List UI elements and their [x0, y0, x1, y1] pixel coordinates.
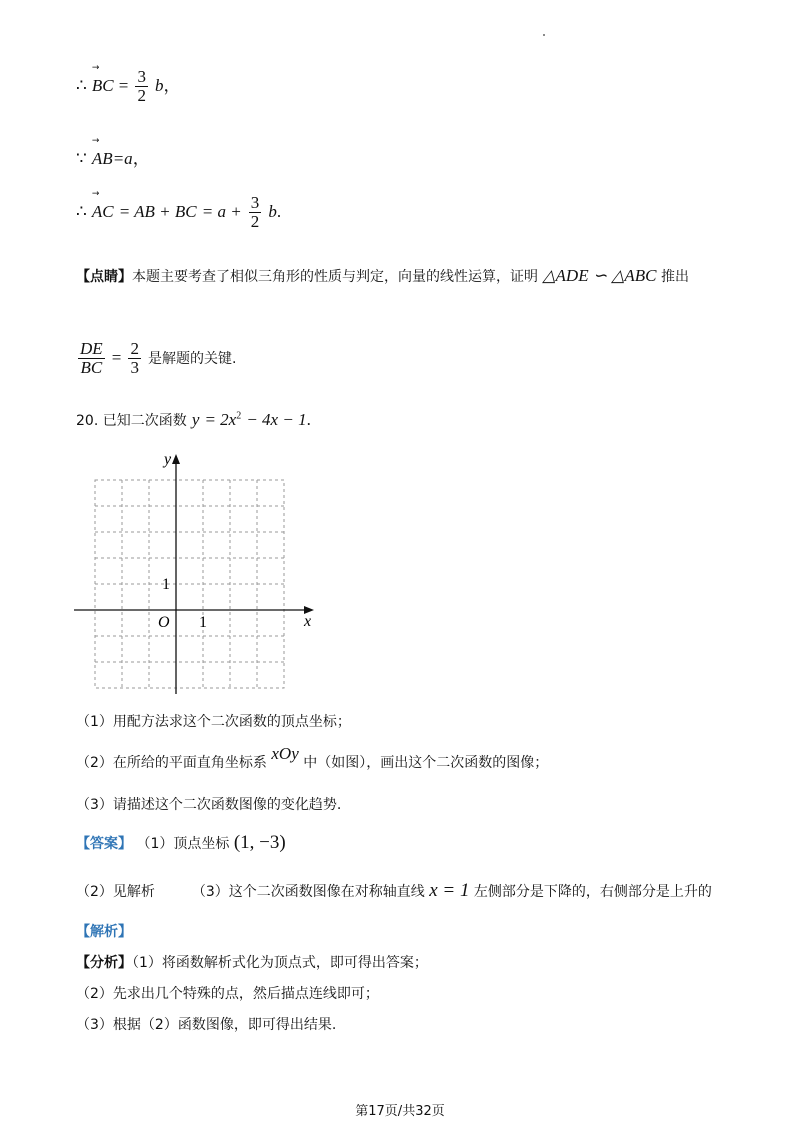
vertex-coordinate: (1, −3): [233, 832, 286, 853]
x-unit-label: 1: [199, 614, 207, 631]
fraction-de-bc: $\frac{DE}{BC}$: [80, 339, 103, 377]
y-axis-arrow: [172, 454, 180, 464]
fraction-2-3: $\frac{2}{3}$: [130, 339, 139, 377]
vector-bc: → BC: [91, 63, 114, 95]
coordinate-grid: [60, 448, 330, 698]
origin-label: O: [158, 614, 170, 631]
answer-line-1: 【答案】 （1）顶点坐标 (1, −3): [76, 832, 286, 853]
therefore-symbol: ∴: [76, 76, 87, 95]
vector-ab: → AB: [91, 136, 113, 168]
coord-system-label: xOy: [271, 744, 299, 763]
x-axis-label: x: [304, 613, 312, 630]
symmetry-axis: x = 1: [429, 880, 470, 901]
analysis-label: 【解析】: [76, 924, 132, 940]
vector-ac: → AC: [91, 189, 114, 221]
analysis-line-3: （3）根据（2）函数图像，即可得出结果.: [76, 1017, 337, 1033]
equation-bc: ∴ → BC = $\frac{3}{2}$ b，: [76, 63, 181, 105]
note-label: 【点睛】: [76, 269, 132, 285]
fraction-3-2-b: $\frac{3}{2}$: [250, 193, 260, 231]
analysis-line-1: 【分析】（1）将函数解析式化为顶点式，即可得出答案；: [76, 955, 428, 971]
page-footer: 第17页/共32页: [355, 1104, 445, 1119]
y-unit-label: 1: [162, 576, 170, 593]
sub-question-1: （1）用配方法求这个二次函数的顶点坐标；: [76, 714, 351, 730]
question-20-title: 20. 已知二次函数 $y = 2x^2 - 4x - 1$.: [76, 410, 311, 429]
grid-lines: [95, 480, 284, 688]
because-symbol: ∵: [76, 149, 87, 168]
y-axis-label: y: [164, 451, 172, 468]
similar-triangles: △ADE ∽ △ABC: [542, 266, 657, 285]
answer-label: 【答案】: [76, 836, 132, 852]
ratio-equation: $\frac{DE}{BC}$ = $\frac{2}{3}$ 是解题的关键.: [80, 339, 237, 377]
equation-ac: ∴ → AC = AB + BC = a + $\frac{3}{2}$ b.: [76, 189, 282, 231]
answer-line-2: （2）见解析 （3）这个二次函数图像在对称轴直线 x = 1 左侧部分是下降的，右侧部分是上升的: [76, 880, 712, 901]
fraction-3-2: $\frac{3}{2}$: [137, 67, 146, 105]
equation-ab: ∵ → AB=a，: [76, 136, 150, 168]
sub-question-3: （3）请描述这个二次函数图像的变化趋势.: [76, 797, 342, 813]
page-dot: [543, 34, 545, 36]
sub-question-2: （2）在所给的平面直角坐标系 xOy 中（如图），画出这个二次函数的图像；: [76, 744, 549, 771]
analysis-line-2: （2）先求出几个特殊的点，然后描点连线即可；: [76, 986, 379, 1002]
note-paragraph: 【点睛】本题主要考查了相似三角形的性质与判定，向量的线性运算，证明 △ADE ∽ △ABC 推出: [76, 266, 689, 285]
